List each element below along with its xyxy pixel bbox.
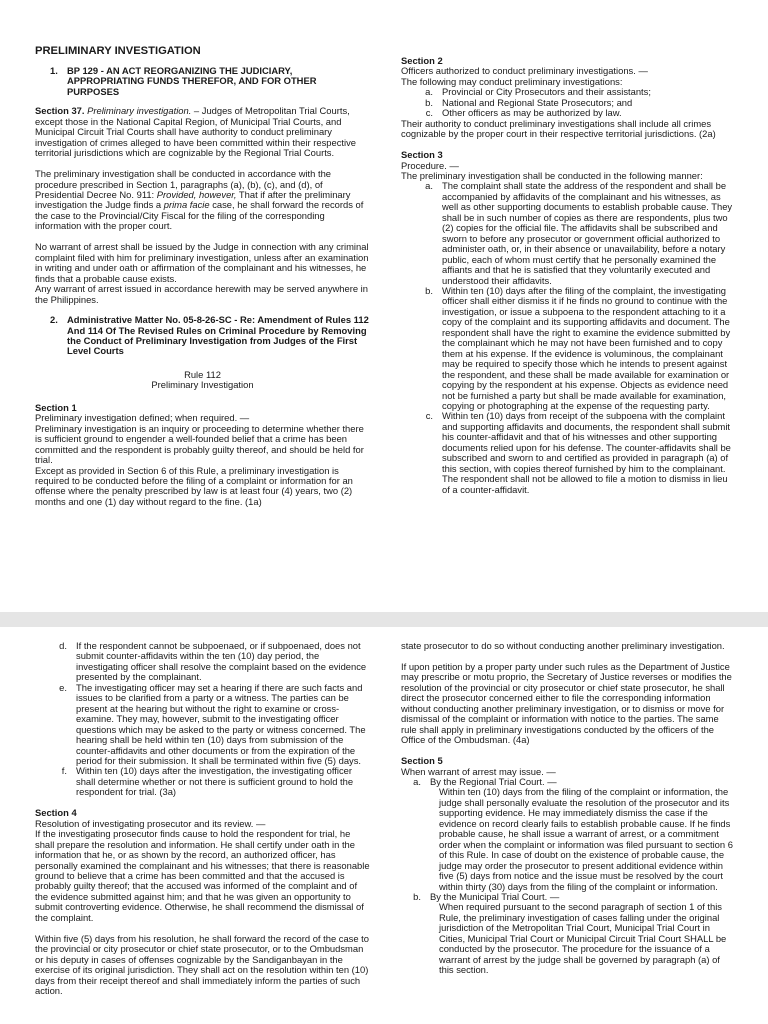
section-2-list (419, 87, 734, 118)
section-5-heading: Section 5 (401, 755, 443, 767)
document-page-2 (0, 627, 768, 1024)
section-37-italic: Preliminary investigation. (87, 105, 192, 117)
heading-number: 1. (50, 65, 58, 76)
warrant-paragraph: No warrant of arrest shall be issued by the Judge in connection with any criminal complaint filed with him for preliminary investigation, unless after an examination in writing and under oath or affirmation of the complainant and his witnesses, he finds that a probable cause exists. (35, 241, 369, 284)
list-text: The investigating officer may set a hearing if there are such facts and issues to be clarified from a party or a witness. The parties can be present at the hearing but without the right to examine or cross-examine. They may, however, submit to the investigating officer questions which may be asked to the party or witness concerned. The hearing shall be held within ten (10) days from submission of the counter-affidavits and other documents or from the expiration of the period for their submission. It shall be terminated within five (5) days. (76, 681, 366, 766)
page2-right-column (401, 641, 734, 976)
list-text: Other officers as may be authorized by law. (442, 107, 622, 119)
heading-admin-matter (50, 315, 370, 357)
section-4-subtitle: Resolution of investigating prosecutor and its review. — (35, 817, 266, 829)
section-3-list-continued (53, 641, 370, 798)
list-text: The complaint shall state the address of the respondent and shall be accompanied by affidavits of the complainant and his witnesses, as well as other supporting documents to establish probable cause. They shall be in such number of copies as there are respondents, plus two (2) copies for the official file. The affidavits shall be subscribed and sworn to before any prosecutor or government official authorized to administer oath, or, in their absence or unavailability, before a notary public, each of whom must certify that he personally examined the affiants and that he is satisfied that they voluntarily executed and understood their affidavits. (442, 180, 733, 286)
section-1-subtitle: Preliminary investigation defined; when required. — (35, 412, 250, 424)
list-item (419, 411, 734, 495)
warrant-service-paragraph: Any warrant of arrest issued in accordance herewith may be served anywhere in the Philippines. (35, 283, 368, 305)
list-marker: f. (61, 765, 67, 777)
section-3-list (419, 181, 734, 495)
heading-text: BP 129 - AN ACT REORGANIZING THE JUDICIARY, APPROPRIATING FUNDS THEREFOR, AND FOR OTHER PURPOSES (67, 65, 317, 97)
list-text: National and Regional State Prosecutors; and (442, 96, 633, 108)
list-marker: b. (413, 890, 421, 902)
rule-title: Rule 112 (184, 368, 221, 380)
list-text: By the Regional Trial Court. — (430, 775, 557, 787)
section-3-heading: Section 3 (401, 149, 443, 161)
section-1-paragraph-2: Except as provided in Section 6 of this Rule, a preliminary investigation is required to be conducted before the filing of a complaint or information for an offense where the penalty prescribed by law is at least four (4) years, two (2) months and one (1) day without regard to the fine. (1a) (35, 464, 353, 507)
list-item (53, 641, 370, 683)
list-marker: b. (425, 285, 433, 297)
section-1-paragraph-1: Preliminary investigation is an inquiry or proceeding to determine whether there is sufficient ground to engender a well-founded belief that a crime has been committed and the respondent is probably guilty thereof, and should be held for trial. (35, 422, 364, 466)
section-4-continued-paragraph: state prosecutor to do so without conducting another preliminary investigation. (401, 640, 725, 651)
text-span: case, he shall forward the records of the case to the Provincial/City Fiscal for the filing of the corresponding information with the proper court. (35, 199, 364, 232)
section-3-subtitle: Procedure. — (401, 159, 459, 171)
list-item (419, 181, 734, 286)
section-4-paragraph-2: Within five (5) days from his resolution, he shall forward the record of the case to the provincial or city prosecutor or chief state prosecutor, or to the Ombudsman or his deputy in cases of offenses cognizable by the Sandiganbayan in the exercise of its original jurisdiction. They shall act on the resolution within ten (10) days from their receipt thereof and shall immediately inform the parties of such action. (35, 932, 370, 997)
page2-left-column (35, 641, 370, 997)
heading-text: Administrative Matter No. 05-8-26-SC - Re: Amendment of Rules 112 And 114 Of The Revised Rules on Criminal Procedure by Removing the Conduct of Preliminary Investigation from Judges of the First Level Courts (67, 314, 369, 357)
italic-span: Provided, however, (156, 189, 237, 201)
procedure-paragraph (35, 169, 370, 232)
list-marker: d. (59, 640, 67, 651)
list-item-paragraph: When required pursuant to the second paragraph of section 1 of this Rule, the preliminary investigation of cases falling under the original jurisdiction of the Metropolitan Trial Court, Municipal Trial Court in Cities, Municipal Trial Court or Municipal Circuit Trial Court SHALL be conducted by the prosecutor. The procedure for the issuance of a warrant of arrest by the judge shall be governed by paragraph (a) of this section. (439, 901, 727, 976)
section-37-label: Section 37. (35, 105, 85, 117)
section-3-intro: The preliminary investigation shall be conducted in the following manner: (401, 170, 703, 182)
heading-number: 2. (50, 314, 58, 326)
list-marker: b. (425, 96, 433, 108)
secretary-of-justice-paragraph: If upon petition by a proper party under such rules as the Department of Justice may prescribe or motu proprio, the Secretary of Justice reverses or modifies the resolution of the provincial or city prosecutor or chief state prosecutor, he shall direct the prosecutor concerned either to file the corresponding information without conducting another preliminary investigation, or to dismiss or move for dismissal of the complaint or information with notice to the parties. The same rule shall apply in preliminary investigations conducted by the officers of the Office of the Ombudsman. (4a) (401, 660, 732, 746)
list-text: Within ten (10) days after the investigation, the investigating officer shall determine whether or not there is sufficient ground to hold the respondent for trial. (3a) (76, 765, 354, 798)
section-2-subtitle: Officers authorized to conduct preliminary investigations. — (401, 65, 648, 77)
section-4-heading: Section 4 (35, 807, 77, 819)
list-text: Within ten (10) days from receipt of the subpoena with the complaint and supporting affidavits and documents, the respondent shall submit his counter-affidavit and that of his witnesses and other supporting documents relied upon for his defense. The counter-affidavits shall be subscribed and sworn to and certified as provided in paragraph (a) of this section, with copies thereof furnished by him to the complainant. The respondent shall not be allowed to file a motion to dismiss in lieu of a counter-affidavit. (442, 410, 731, 495)
list-item (53, 766, 370, 797)
list-text: Provincial or City Prosecutors and their assistants; (442, 86, 651, 98)
section-37-text: – Judges of Metropolitan Trial Courts, except those in the National Capital Region, of Municipal Trial Courts, and Municipal Circuit Trial Courts shall have authority to conduct preliminary investigation of crimes alleged to have been committed within their respective territorial jurisdictions which are cognizable by the Regional Trial Courts. (35, 105, 356, 159)
text-span: That if after the preliminary investigation the Judge finds a (35, 189, 351, 211)
section-37-paragraph (35, 106, 370, 158)
list-marker: a. (413, 775, 421, 787)
list-marker: e. (59, 681, 67, 693)
section-5-subtitle: When warrant of arrest may issue. — (401, 765, 556, 777)
list-item (419, 286, 734, 411)
heading-bp129 (50, 66, 370, 97)
list-marker: c. (425, 410, 433, 422)
list-marker: a. (425, 86, 433, 98)
section-2-intro: The following may conduct preliminary investigations: (401, 75, 623, 87)
rule-subtitle: Preliminary Investigation (151, 379, 254, 391)
text-span: The preliminary investigation shall be conducted in accordance with the procedure prescribed in Section 1, paragraphs (a), (b), (c), and (d), of Presidential Decree No. 911: (35, 168, 331, 201)
section-2-heading: Section 2 (401, 55, 443, 66)
section-4-paragraph-1: If the investigating prosecutor finds cause to hold the respondent for trial, he shall prepare the resolution and information. He shall certify under oath in the information that he, or as shown by the record, an authorized officer, has personally examined the complainant and his witnesses; that there is reasonable ground to believe that a crime has been committed and that the accused is probably guilty thereof; that the accused was informed of the complaint and of the evidence submitted against him; and that he was given an opportunity to submit controverting evidence. Otherwise, he shall recommend the dismissal of the complaint. (35, 828, 370, 923)
list-text: Within ten (10) days after the filing of the complaint, the investigating officer shall either dismiss it if he finds no ground to continue with the investigation, or issue a subpoena to the respondent attaching to it a copy of the complaint and its supporting affidavits and document. The respondent shall have the right to examine the evidence submitted by the complainant which he may not have been furnished and to copy them at his expense. If the evidence is voluminous, the complainant may be required to specify those which he intends to present against the respondent, and these shall be made available for examination or copying by the respondent at his expense. Objects as evidence need not be furnished a party but shall be made available for examination, copying or photographing at the expense of the requesting party. (442, 285, 731, 411)
list-text: By the Municipal Trial Court. — (430, 890, 560, 902)
list-marker: c. (425, 107, 433, 119)
list-text: If the respondent cannot be subpoenaed, or if subpoenaed, does not submit counter-affidavits within the ten (10) day period, the investigating officer shall resolve the complaint based on the evidence presented by the complainant. (76, 640, 367, 683)
section-1-heading: Section 1 (35, 401, 77, 413)
list-item (53, 683, 370, 767)
section-5-list (407, 777, 734, 976)
list-marker: a. (425, 180, 433, 192)
page1-right-column (401, 56, 734, 495)
list-item-paragraph: Within ten (10) days from the filing of the complaint or information, the judge shall personally evaluate the resolution of the prosecutor and its supporting evidence. He may immediately dismiss the case if the evidence on record clearly fails to establish probable cause. If he finds probable cause, he shall issue a warrant of arrest, or a commitment order when the complaint or information was filed pursuant to section 6 of this Rule. In case of doubt on the existence of probable cause, the judge may order the prosecutor to present additional evidence within five (5) days from notice and the issue must be resolved by the court within thirty (30) days from the filing of the complaint or information. (439, 786, 733, 892)
page1-left-column (35, 44, 370, 507)
italic-span: prima facie (163, 199, 210, 211)
section-2-outro: Their authority to conduct preliminary investigations shall include all crimes cognizable by the proper court in their respective territorial jurisdictions. (2a) (401, 117, 716, 140)
document-title: PRELIMINARY INVESTIGATION (35, 45, 201, 57)
